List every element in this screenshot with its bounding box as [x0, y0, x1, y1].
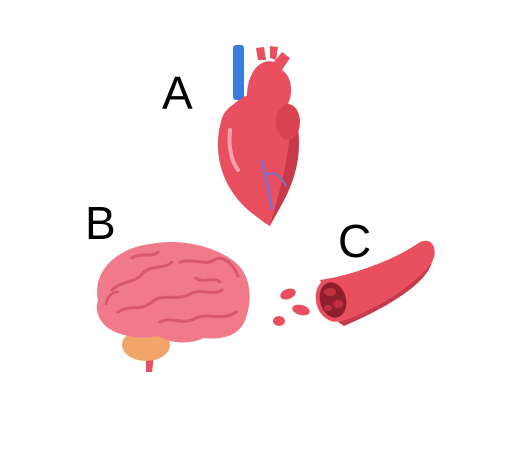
label-a: A	[162, 67, 193, 119]
label-b: B	[85, 197, 116, 249]
brain-icon	[97, 242, 250, 372]
label-c: C	[338, 215, 372, 267]
heart-icon	[218, 45, 300, 226]
